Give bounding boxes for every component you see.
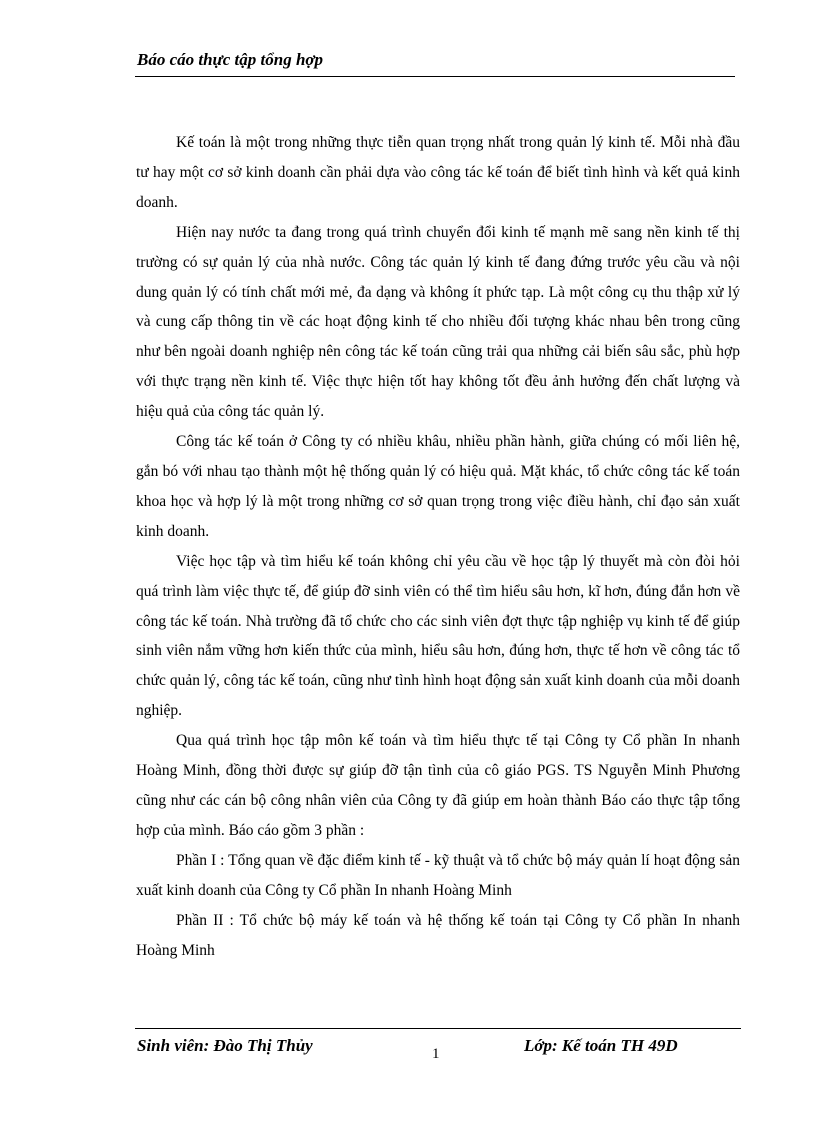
paragraph-2: Hiện nay nước ta đang trong quá trình chuyển đổi kinh tế mạnh mẽ sang nền kinh tế thị trường có sự quản lý của nhà nước. Công tác quản lý kinh tế đang đứng trước yêu cầu và nội dung quản lý có tính chất mới mẻ, đa dạng và không ít phức tạp. Là một công cụ thu thập xử lý và cung cấp thông tin về các hoạt động kinh tế cho nhiều đối tượng khác nhau bên trong cũng như bên ngoài doanh nghiệp nên công tác kế toán cũng trải qua những cải biến sâu sắc, phù hợp với thực trạng nền kinh tế. Việc thực hiện tốt hay không tốt đều ảnh hưởng đến chất lượng và hiệu quả của công tác quản lý. <box>136 223 740 420</box>
paragraph-3: Công tác kế toán ở Công ty có nhiều khâu, nhiều phần hành, giữa chúng có mối liên hệ, gắn bó với nhau tạo thành một hệ thống quản lý có hiệu quả. Mặt khác, tổ chức công tác kế toán khoa học và hợp lý là một trong những cơ sở quan trọng trong việc điều hành, chỉ đạo sản xuất kinh doanh. <box>136 433 740 540</box>
footer-student-name: Sinh viên: Đào Thị Thủy <box>137 1036 313 1055</box>
header-divider <box>135 76 735 77</box>
footer-divider <box>135 1028 741 1029</box>
paragraph-part-2: Phần II : Tổ chức bộ máy kế toán và hệ thống kế toán tại Công ty Cổ phần In nhanh Hoàng Minh <box>136 912 740 960</box>
paragraph-1: Kế toán là một trong những thực tiễn quan trọng nhất trong quản lý kinh tế. Mỗi nhà đầu tư hay một cơ sở kinh doanh cần phải dựa vào công tác kế toán để biết tình hình và kết quả kinh doanh. <box>136 134 740 211</box>
paragraph-5: Qua quá trình học tập môn kế toán và tìm hiểu thực tế tại Công ty Cổ phần In nhanh Hoàng Minh, đồng thời được sự giúp đỡ tận tình của cô giáo PGS. TS Nguyễn Minh Phương cũng như các cán bộ công nhân viên của Công ty đã giúp em hoàn thành Báo cáo thực tập tổng hợp của mình. Báo cáo gồm 3 phần : <box>136 732 740 839</box>
page-header-title: Báo cáo thực tập tổng hợp <box>137 50 324 69</box>
paragraph-4: Việc học tập và tìm hiểu kế toán không chỉ yêu cầu về học tập lý thuyết mà còn đòi hỏi quá trình làm việc thực tế, để giúp đỡ sinh viên có thể tìm hiểu sâu hơn, kĩ hơn, đúng đắn hơn về công tác kế toán. Nhà trường đã tổ chức cho các sinh viên đợt thực tập nghiệp vụ kinh tế để giúp sinh viên nắm vững hơn kiến thức của mình, hiểu sâu hơn, đúng hơn, thực tế hơn về công tác tổ chức quản lý, công tác kế toán, cũng như tình hình hoạt động sản xuất kinh doanh của mỗi doanh nghiệp. <box>136 552 740 719</box>
document-body <box>136 128 740 966</box>
page-number: 1 <box>432 1046 440 1062</box>
paragraph-part-1: Phần I : Tổng quan về đặc điểm kinh tế - kỹ thuật và tổ chức bộ máy quản lí hoạt động sản xuất kinh doanh của Công ty Cổ phần In nhanh Hoàng Minh <box>136 852 740 899</box>
footer-class-name: Lớp: Kế toán TH 49D <box>524 1036 678 1055</box>
